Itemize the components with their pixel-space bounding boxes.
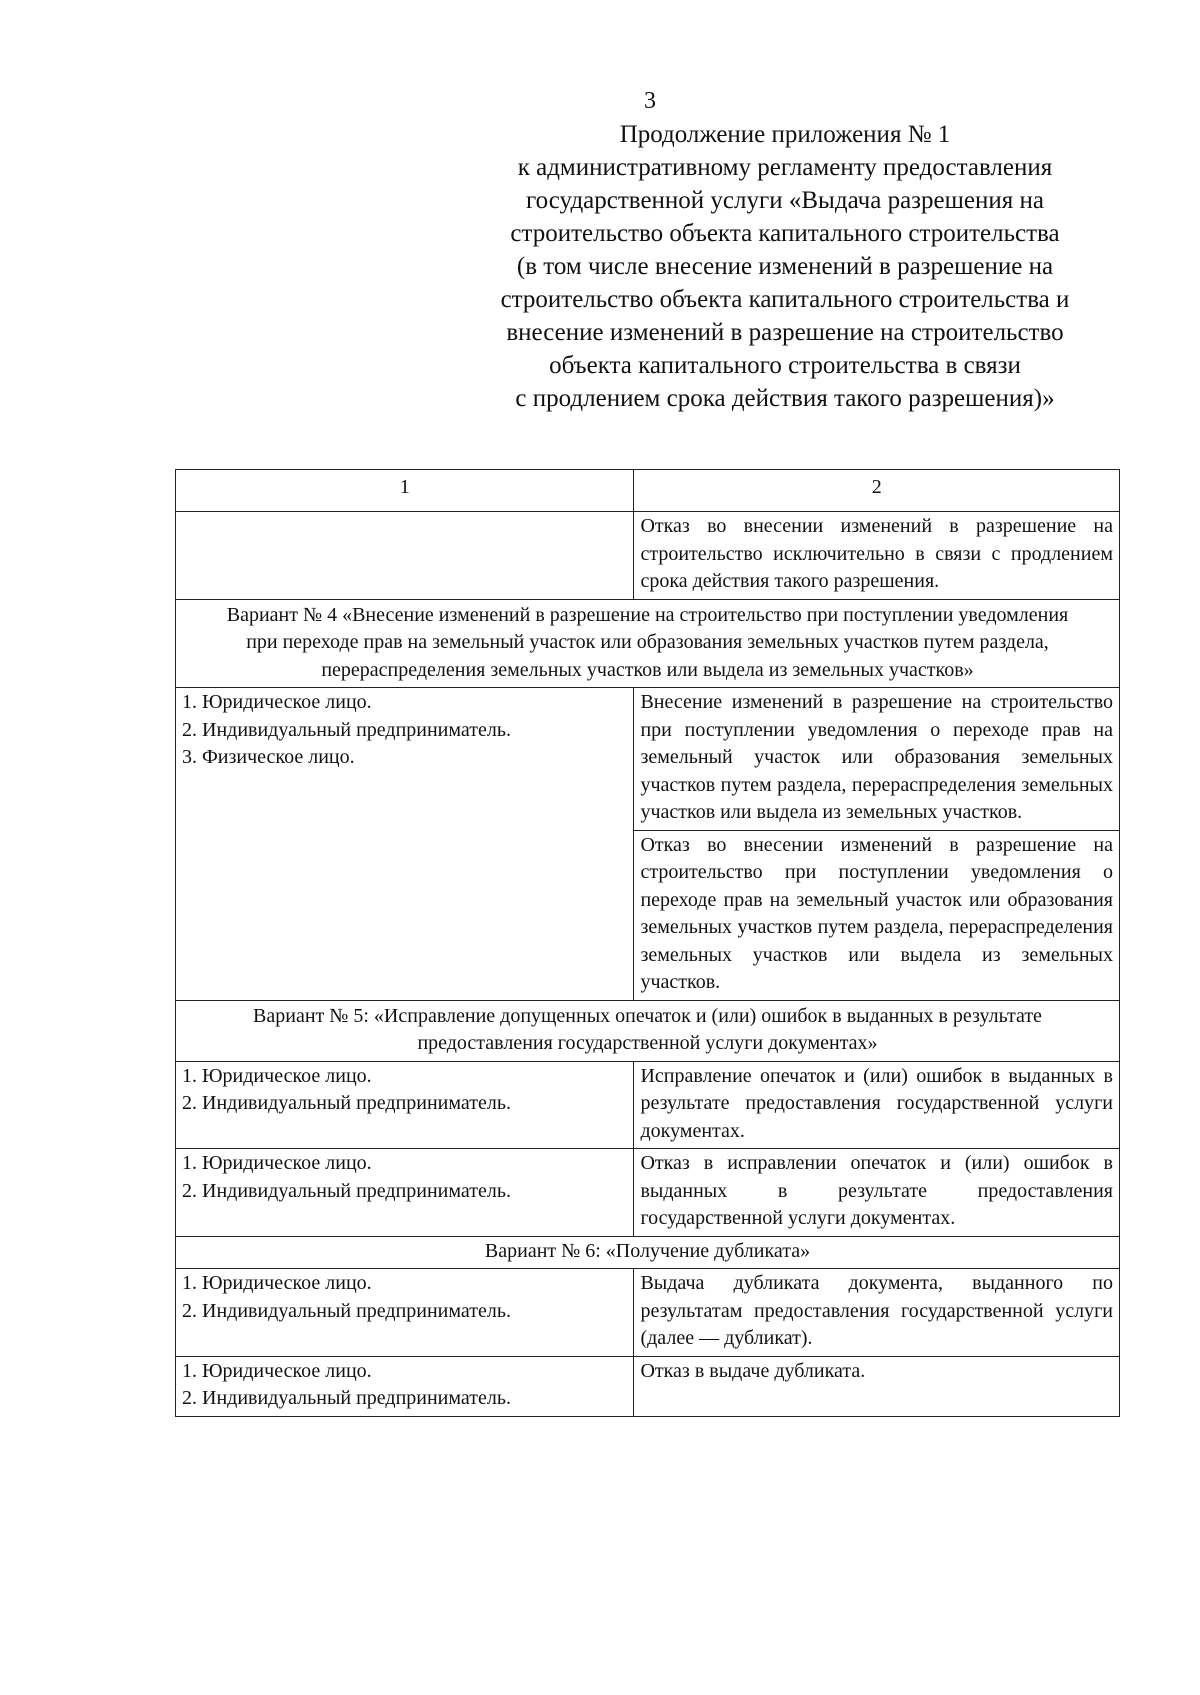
- table-row: [176, 1356, 1120, 1416]
- header-line: с продлением срока действия такого разрешения)»: [515, 385, 1055, 412]
- applicant-item: 1. Юридическое лицо.: [182, 1064, 372, 1087]
- header-line: строительство объекта капитального строительства: [510, 220, 1060, 247]
- table-row: [176, 1269, 1120, 1357]
- column-header-1: 1: [176, 470, 634, 512]
- header-line: строительство объекта капитального строительства и: [500, 286, 1070, 313]
- result-cell: Отказ во внесении изменений в разрешение на строительство исключительно в связи с продлением срока действия такого разрешения.: [634, 512, 1120, 600]
- header-line: объекта капитального строительства в связи: [549, 352, 1021, 379]
- applicant-item: 1. Юридическое лицо.: [182, 1152, 372, 1174]
- variant-title-row: [176, 1236, 1120, 1269]
- applicant-item: 3. Физическое лицо.: [182, 746, 355, 768]
- applicant-item: 2. Индивидуальный предприниматель.: [182, 1179, 511, 1202]
- applicant-cell: [176, 1356, 634, 1416]
- variant-4-title: Вариант № 4 «Внесение изменений в разрешение на строительство при поступлении уведомления при переходе прав на земельный участок или образования земельных участков путем раздела, перераспределения земельных участков или выдела из земельных участков»: [176, 599, 1120, 688]
- result-cell: Выдача дубликата документа, выданного по результатам предоставления государственной услуги (далее — дубликат).: [634, 1269, 1120, 1357]
- result-cell: Отказ в исправлении опечаток и (или) ошибок в выданных в результате предоставления государственной услуги документах.: [634, 1149, 1120, 1237]
- result-cell: Исправление опечаток и (или) ошибок в выданных в результате предоставления государственной услуги документах.: [634, 1061, 1120, 1149]
- page-number: 3: [644, 88, 656, 114]
- applicant-item: 2. Индивидуальный предприниматель.: [182, 718, 511, 741]
- applicant-cell: [176, 1149, 634, 1237]
- applicant-cell: [176, 1269, 634, 1357]
- table-row: [176, 1149, 1120, 1237]
- header-line: (в том числе внесение изменений в разрешение на: [516, 253, 1054, 280]
- applicant-item: 1. Юридическое лицо.: [182, 691, 372, 713]
- table-row: [176, 1061, 1120, 1149]
- table-header-row: [176, 470, 1120, 512]
- header-line: к административному регламенту предоставления: [517, 154, 1053, 181]
- applicant-cell: [176, 512, 634, 600]
- column-header-2: 2: [634, 470, 1120, 512]
- header-line: Продолжение приложения № 1: [619, 121, 951, 148]
- applicant-cell: [176, 688, 634, 1001]
- variants-table: [175, 469, 1120, 1417]
- appendix-header: [440, 118, 1130, 415]
- variant-title-row: [176, 599, 1120, 688]
- applicant-item: 2. Индивидуальный предприниматель.: [182, 1092, 511, 1114]
- applicant-item: 1. Юридическое лицо.: [182, 1272, 372, 1294]
- variant-6-title: Вариант № 6: «Получение дубликата»: [176, 1236, 1120, 1269]
- variant-5-title: Вариант № 5: «Исправление допущенных опечаток и (или) ошибок в выданных в результате предоставления государственной услуги документах»: [176, 1000, 1120, 1061]
- header-line: внесение изменений в разрешение на строительство: [506, 319, 1064, 346]
- result-cell: Отказ в выдаче дубликата.: [634, 1356, 1120, 1416]
- applicant-cell: [176, 1061, 634, 1149]
- header-line: государственной услуги «Выдача разрешения на: [526, 187, 1044, 214]
- result-cell: Отказ во внесении изменений в разрешение на строительство при поступлении уведомления о переходе прав на земельный участок или образования земельных участков путем раздела, перераспределения земельных участков или выдела из земельных участков.: [634, 830, 1120, 1000]
- applicant-item: 1. Юридическое лицо.: [182, 1359, 372, 1382]
- table-row: [176, 512, 1120, 600]
- variant-title-row: [176, 1000, 1120, 1061]
- applicant-item: 2. Индивидуальный предприниматель.: [182, 1299, 511, 1322]
- table-row: [176, 688, 1120, 831]
- applicant-item: 2. Индивидуальный предприниматель.: [182, 1387, 511, 1409]
- result-cell: Внесение изменений в разрешение на строительство при поступлении уведомления о переходе прав на земельный участок или образования земельных участков путем раздела, перераспределения земельных участков или выдела из земельных участков.: [634, 688, 1120, 831]
